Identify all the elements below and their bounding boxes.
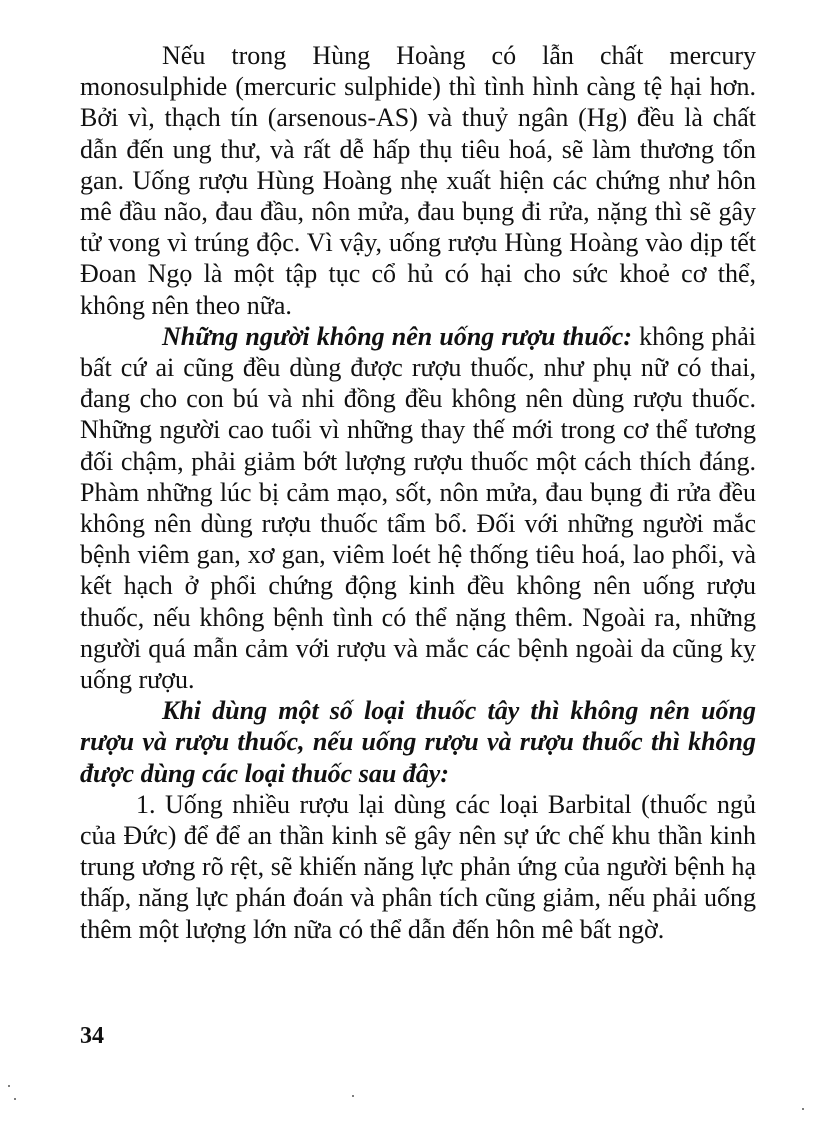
scan-speck	[14, 1098, 16, 1100]
section-body-who-should-not-drink: không phải bất cứ ai cũng đều dùng được rượu thuốc, như phụ nữ có thai, đang cho con bú và nhi đồng đều không nên dùng rượu thuốc. Những người cao tuổi vì những thay thế mới trong cơ thể tương đối chậm, phải giảm bớt lượng rượu thuốc một cách thích đáng. Phàm những lúc bị cảm mạo, sốt, nôn mửa, đau bụng đi rửa đều không nên dùng rượu thuốc tẩm bổ. Đối với những người mắc bệnh viêm gan, xơ gan, viêm loét hệ thống tiêu hoá, lao phổi, và kết hạch ở phổi chứng động kinh đều không nên uống rượu thuốc, nếu không bệnh tình có thể nặng thêm. Ngoài ra, những người quá mẫn cảm với rượu và mắc các bệnh ngoài da cũng kỵ uống rượu.	[80, 321, 756, 695]
page-number: 34	[80, 1023, 104, 1049]
list-item-barbital: 1. Uống nhiều rượu lại dùng các loại Barbital (thuốc ngủ của Đức) để để an thần kinh sẽ gây nên sự ức chế khu thần kinh trung ương rõ rệt, sẽ khiến năng lực phản ứng của người bệnh hạ thấp, năng lực phán đoán và phân tích cũng giảm, nếu phải uống thêm một lượng lớn nữa có thể dẫn đến hôn mê bất ngờ.	[80, 789, 756, 944]
paragraph-who-should-not-drink	[80, 321, 756, 695]
paragraph-hung-hoang: Nếu trong Hùng Hoàng có lẫn chất mercury monosulphide (mercuric sulphide) thì tình hình càng tệ hại hơn. Bởi vì, thạch tín (arsenous-AS) và thuỷ ngân (Hg) đều là chất dẫn đến ung thư, và rất dễ hấp thụ tiêu hoá, sẽ làm thương tổn gan. Uống rượu Hùng Hoàng nhẹ xuất hiện các chứng như hôn mê đầu não, đau đầu, nôn mửa, đau bụng đi rửa, nặng thì sẽ gây tử vong vì trúng độc. Vì vậy, uống rượu Hùng Hoàng vào dịp tết Đoan Ngọ là một tập tục cổ hủ có hại cho sức khoẻ cơ thể, không nên theo nữa.	[80, 41, 756, 320]
scan-speck	[352, 1095, 354, 1097]
section-heading-drug-interactions: Khi dùng một số loại thuốc tây thì không nên uống rượu và rượu thuốc, nếu uống rượu và rượu thuốc thì không được dùng các loại thuốc sau đây:	[80, 696, 756, 788]
scan-speck	[802, 1108, 804, 1110]
page-text	[80, 40, 756, 945]
scan-speck	[8, 1085, 10, 1087]
section-heading-who-should-not-drink: Những người không nên uống rượu thuốc:	[162, 321, 632, 351]
